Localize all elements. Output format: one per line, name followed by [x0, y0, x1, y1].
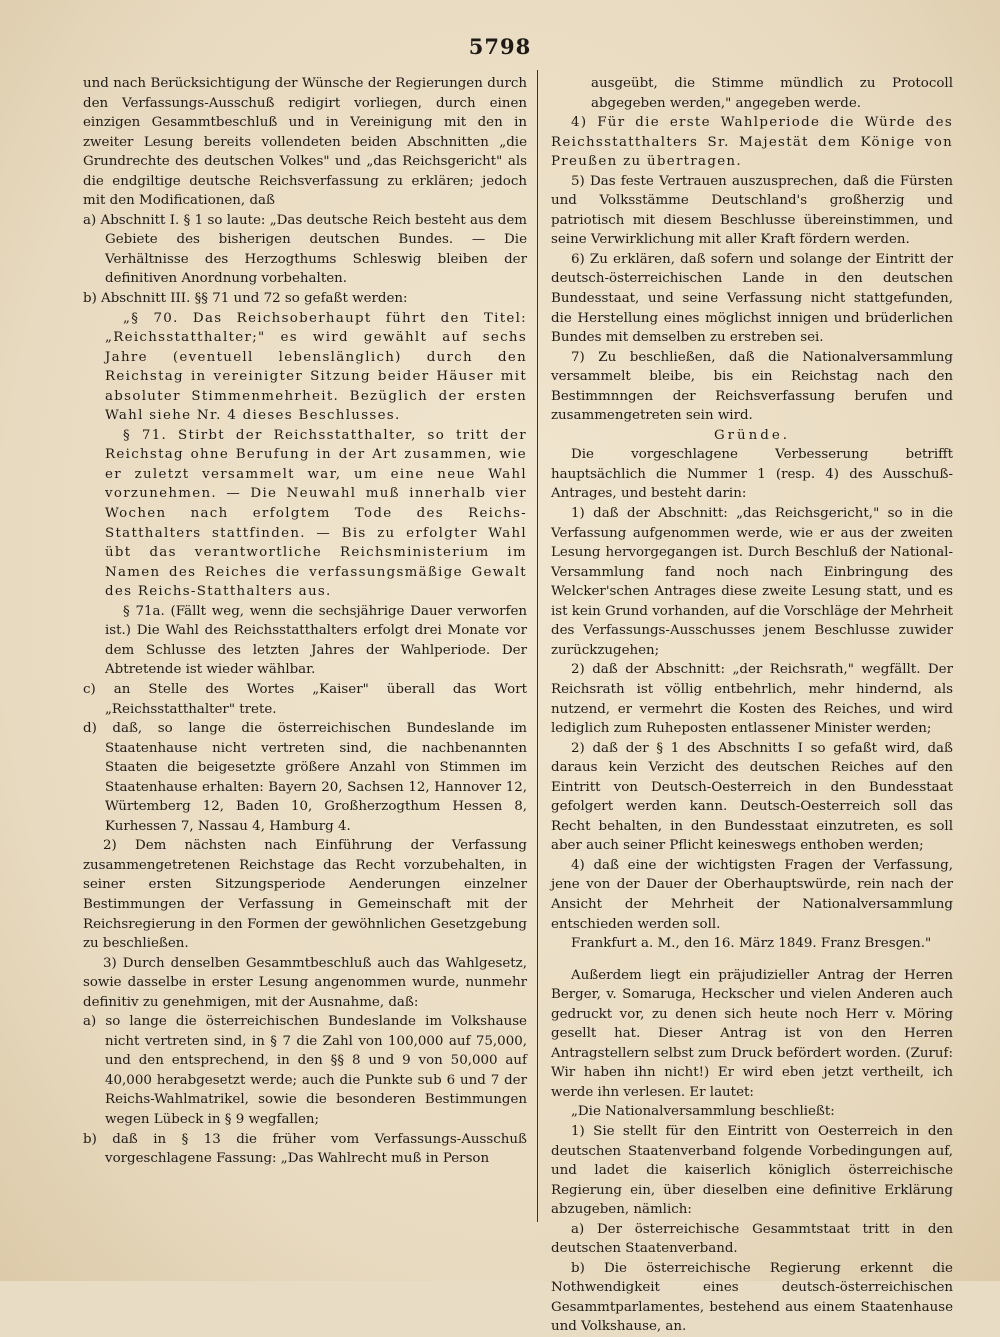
- paragraph: Die vorgeschlagene Verbesserung betrifft hauptsächlich die Nummer 1 (resp. 4) des Ausschuß-Antrages, und besteht darin:: [551, 447, 953, 502]
- signature-line: Frankfurt a. M., den 16. März 1849. Franz Bresgen.": [571, 936, 932, 952]
- clause-b: b) daß in § 13 die früher vom Verfassungs-Ausschuß vorgeschlagene Fassung: „Das Wahlrecht muß in Person: [83, 1131, 527, 1167]
- section-71: § 71. Stirbt der Reichsstatthalter, so tritt der Reichstag ohne Berufung in der Art zusammen, wie er zuletzt versammelt war, um eine neue Wahl vorzunehmen. — Die Neuwahl muß innerhalb vier Wochen nach erfolgtem Tode des Reichs-Statthalters stattfinden. — Bis zu erfolgter Wahl übt das verantwortliche Reichsministerium im Namen des Reiches die verfassungsmäßige Gewalt des Reichs-Statthalters aus.: [105, 427, 527, 600]
- paragraph: 1) Sie stellt für den Eintritt von Oesterreich in den deutschen Staatenverband folgende Vorbedingungen auf, und ladet die kaiserlich königlich österreichische Regierung ein, über dieselben eine definitive Erklärung abzugeben, nämlich:: [551, 1123, 953, 1218]
- clause-c: c) an Stelle des Wortes „Kaiser" überall das Wort „Reichsstatthalter" trete.: [83, 681, 527, 717]
- clause-b: b) Abschnitt III. §§ 71 und 72 so gefaßt werden:: [83, 291, 408, 307]
- paragraph: 6) Zu erklären, daß sofern und solange der Eintritt der deutsch-österreichischen Lande in den deutschen Bundesstaat, und seine Verfassung nicht stattgefunden, die Herstellung eines möglichst innigen und brüderlichen Bundes mit demselben zu erstreben sei.: [551, 251, 953, 346]
- paragraph: 5) Das feste Vertrauen auszusprechen, daß die Fürsten und Volksstämme Deutschland's großherzig und patriotisch mit diesem Beschlusse übereinstimmen, und seine Verwirklichung mit aller Kraft fördern werden.: [551, 173, 953, 248]
- paragraph: ausgeübt, die Stimme mündlich zu Protocoll abgegeben werden," angegeben werde.: [591, 76, 953, 111]
- left-column: [83, 74, 527, 1263]
- section-71a: § 71a. (Fällt weg, wenn die sechsjährige Dauer verworfen ist.) Die Wahl des Reichsstatthalters erfolgt drei Monate vor dem Schlusse des letzten Jahres der Wahlperiode. Der Abtretende ist wieder wählbar.: [105, 603, 527, 678]
- paragraph: 2) Dem nächsten nach Einführung der Verfassung zusammengetretenen Reichstage das Recht vorzubehalten, in seiner ersten Sitzungsperiode Aenderungen einzelner Bestimmungen der Verfassung in Gemeinschaft mit der Reichsregierung in den Formen der gewöhnlichen Gesetzgebung zu beschließen.: [83, 838, 527, 952]
- paragraph: 4) Für die erste Wahlperiode die Würde des Reichsstatthalters Sr. Majestät dem Könige von Preußen zu übertragen.: [551, 115, 953, 170]
- paragraph: 2) daß der Abschnitt: „der Reichsrath," wegfällt. Der Reichsrath ist völlig entbehrlich, mehr hindernd, als nutzend, er vermehrt die Kosten des Reiches, und wird lediglich zum Ruheposten entlassener Minister werden;: [551, 662, 953, 737]
- clause-b: b) Die österreichische Regierung erkennt die Nothwendigkeit eines deutsch-österreichischen Gesammtparlamentes, bestehend aus einem Staatenhause und Volkshause, an.: [551, 1260, 953, 1335]
- clause-d: d) daß, so lange die österreichischen Bundeslande im Staatenhause nicht vertreten sind, die nachbenannten Staaten die beigesetzte größere Anzahl von Stimmen im Staatenhause erhalten: Bayern 20, Sachsen 12, Hannover 12, Würtemberg 12, Baden 10, Großherzogthum Hessen 8, Kurhessen 7, Nassau 4, Hamburg 4.: [83, 721, 527, 834]
- page-number: 5798: [468, 34, 532, 59]
- paragraph: 7) Zu beschließen, daß die Nationalversammlung versammelt bleibe, bis ein Reichstag nach den Bestimmnngen der Reichsverfassung berufen und zusammengetreten sein wird.: [551, 349, 953, 424]
- clause-a: a) Der österreichische Gesammtstaat tritt in den deutschen Staatenverband.: [551, 1221, 953, 1257]
- paragraph: und nach Berücksichtigung der Wünsche der Regierungen durch den Verfassungs-Ausschuß redigirt vorliegen, durch einen einzigen Gesammtbeschluß und in Vereinigung mit den in zweiter Lesung bereits vollendeten beiden Abschnitten „die Grundrechte des deutschen Volkes" und „das Reichsgericht" als die endgiltige deutsche Reichsverfassung zu erklären; jedoch mit den Modificationen, daß: [83, 76, 527, 209]
- clause-a: a) Abschnitt I. § 1 so laute: „Das deutsche Reich besteht aus dem Gebiete des bisherigen deutschen Bundes. — Die Verhältnisse des Herzogthums Schleswig bleiben der definitiven Anordnung vorbehalten.: [83, 212, 527, 287]
- clause-a: a) so lange die österreichischen Bundeslande im Volkshause nicht vertreten sind, in § 7 die Zahl von 100,000 auf 75,000, und den entsprechend, in den §§ 8 und 9 von 50,000 auf 40,000 herabgesetzt werde; auch die Punkte sub 6 und 7 der Reichs-Wahlmatrikel, sowie die besonderen Bestimmungen wegen Lübeck in § 9 wegfallen;: [83, 1014, 527, 1127]
- section-heading: Gründe.: [713, 427, 791, 443]
- paragraph: 4) daß eine der wichtigsten Fragen der Verfassung, jene von der Dauer der Oberhauptswürde, rein nach der Ansicht der Mehrheit der Nationalversammlung entschieden werden soll.: [551, 857, 953, 932]
- paragraph: 1) daß der Abschnitt: „das Reichsgericht," so in die Verfassung aufgenommen werde, wie er aus der zweiten Lesung hervorgegangen ist. Durch Beschluß der National-Versammlung fand noch nach Einbringung des Welcker'schen Antrages diese zweite Lesung statt, und es ist kein Grund vorhanden, auf die Vorschläge der Mehrheit des Verfassungs-Ausschusses jenem Beschlusse zuwider zurückzugehen;: [551, 506, 953, 658]
- section-70: „§ 70. Das Reichsoberhaupt führt den Titel: „Reichsstatthalter;" es wird gewählt auf sechs Jahre (eventuell lebenslänglich) durch den Reichstag in vereinigter Sitzung beider Häuser mit absoluter Stimmenmehrheit. Bezüglich der ersten Wahl siehe Nr. 4 dieses Beschlusses.: [105, 310, 527, 424]
- column-divider: [537, 70, 538, 1222]
- paragraph: 2) daß der § 1 des Abschnitts I so gefaßt wird, daß daraus kein Verzicht des deutschen Reiches auf den Eintritt von Deutsch-Oesterreich in den Bundesstaat gefolgert werden kann. Deutsch-Oesterreich soll das Recht behalten, in den Bundesstaat einzutreten, es soll aber auch seiner Pflicht keineswegs enthoben werden;: [551, 740, 953, 854]
- paragraph: Außerdem liegt ein präjudizieller Antrag der Herren Berger, v. Somaruga, Heckscher und vielen Anderen auch gedruckt vor, zu denen sich heute noch Herr v. Möring gesellt hat. Dieser Antrag ist von den Herren Antragstellern selbst zum Druck befördert worden. (Zuruf: Wir haben ihn nicht!) Er wird eben jetzt vertheilt, ich werde ihn verlesen. Er lautet:: [551, 967, 953, 1100]
- paragraph: 3) Durch denselben Gesammtbeschluß auch das Wahlgesetz, sowie dasselbe in erster Lesung angenommen wurde, nunmehr definitiv zu genehmigen, mit der Ausnahme, daß:: [83, 955, 527, 1010]
- paragraph: „Die Nationalversammlung beschließt:: [571, 1104, 835, 1120]
- right-column: [551, 74, 953, 1335]
